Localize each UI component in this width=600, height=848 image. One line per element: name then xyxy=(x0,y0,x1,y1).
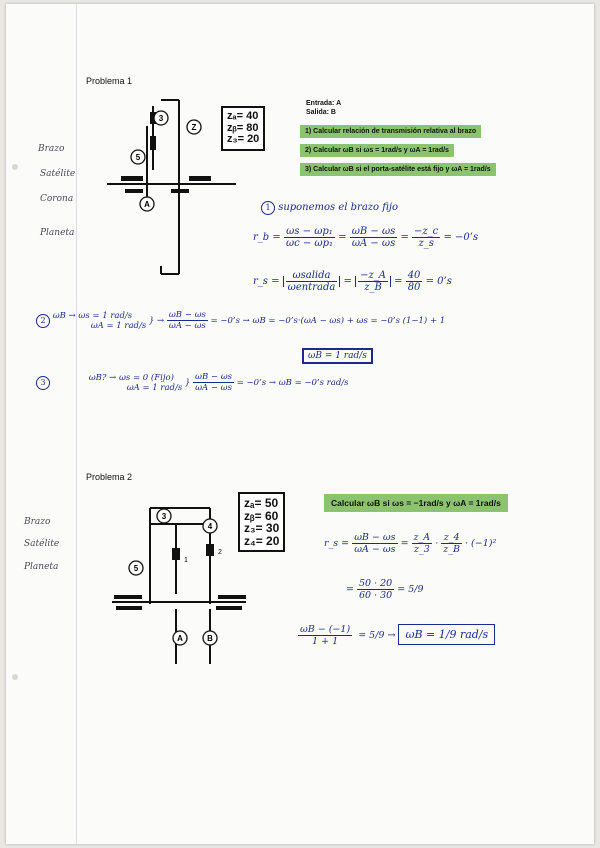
task-1-3: 3) Calcular ωB si el porta-satélite está fijo y ωA = 1rad/s xyxy=(300,163,496,176)
label-shaft-a: A xyxy=(144,200,150,209)
p2-frac-4-den: 60 · 30 xyxy=(358,590,393,601)
p2-frac-2-den: z_3 xyxy=(413,544,430,555)
rb-frac-2-num: ωB − ωs xyxy=(351,226,396,237)
task-1-1: 1) Calcular relación de transmisión relativa al brazo xyxy=(300,125,481,138)
side-note-satelite: Satélite xyxy=(40,169,76,179)
rs-frac-1-den: ωentrada xyxy=(287,282,336,293)
p2-frac-5 xyxy=(298,624,352,647)
s3-given2: ωA = 1 rad/s xyxy=(126,382,183,393)
teeth-za: zₐ= 40 xyxy=(227,110,259,122)
label-2-p2: 2 xyxy=(218,549,222,556)
label-shaft-b-p2: B xyxy=(207,634,213,643)
rb-frac-1 xyxy=(284,226,335,249)
rs-abs-2 xyxy=(355,270,391,293)
step-number-1: 1 xyxy=(261,201,275,215)
p2-frac-1-num: ωB − ωs xyxy=(354,532,396,543)
s3-frac-num: ωB − ωs xyxy=(195,372,233,382)
p2-frac-1-den: ωA − ωs xyxy=(354,544,396,555)
s2-given-block xyxy=(53,311,147,331)
side-note-planeta-2: Planeta xyxy=(24,562,59,572)
p2-frac-4 xyxy=(357,578,394,601)
label-gear-5-p2: 5 xyxy=(133,564,139,573)
hw-p2-rs-equation: r_s = $\frac{\omega B - \omega s}{\omega A - \omega s}$ = $\frac{z\_A}{z\_3}$ · $\frac{z\_4}{z\_B}$ · (−1)² xyxy=(324,532,497,555)
rs-frac-2-den: z_B xyxy=(364,282,382,293)
task-1-2: 2) Calcular ωB si ωs = 1rad/s y ωA = 1rad/s xyxy=(300,144,454,157)
teeth-za-2: zₐ= 50 xyxy=(244,496,279,510)
p2-frac-3-num: z_4 xyxy=(441,532,462,544)
p2-frac-4-num: 50 · 20 xyxy=(358,578,393,589)
hw-p2-final xyxy=(298,624,495,647)
rs-abs xyxy=(283,270,341,293)
rs-frac-3-num: 40 xyxy=(407,270,421,281)
hw-step2: 2 ωB → ωs = 1 rad/s ωA = 1 rad/s } → $\frac{\omega B - \omega s}{\omega A - \omega s}$ = −0’s → ωB = −0’s·(ωA − ωs) + ωs = −0’s (1−1) + 1 xyxy=(36,310,445,331)
teeth-z3: z₃= 20 xyxy=(227,133,260,146)
margin-line xyxy=(76,4,77,844)
label-1-p2: 1 xyxy=(184,557,188,564)
rs-frac-2-num: −z_A xyxy=(360,270,386,281)
s3-given: ωB? → ωs = 0 (Fijo) xyxy=(88,372,174,383)
side-note-planeta: Planeta xyxy=(40,228,75,238)
p2-result-box: ωB = 1/9 rad/s xyxy=(398,624,495,645)
side-note-corona: Corona xyxy=(40,194,74,204)
teeth-zb: zᵦ= 80 xyxy=(227,121,259,134)
teeth-box-1 xyxy=(221,106,265,151)
side-note-satelite-2: Satélite xyxy=(24,539,60,549)
teeth-zb-2: zᵦ= 60 xyxy=(244,508,279,523)
rb-result: = −0’s xyxy=(443,232,479,243)
hw-step1-text: suponemos el brazo fijo xyxy=(278,202,399,213)
label-shaft-a-p2: A xyxy=(177,634,183,643)
label-gear-z: Z xyxy=(191,123,197,132)
teeth-z4-2: z₄= 20 xyxy=(244,533,280,548)
punch-hole xyxy=(12,164,18,170)
rb-frac-1-num: ωs − ωp₁ xyxy=(284,226,335,238)
hw-s2-result xyxy=(302,351,373,361)
p2-sign: · (−1)² xyxy=(465,538,497,549)
rb-frac-3-den: z_s xyxy=(418,238,434,249)
label-gear-5: 5 xyxy=(135,153,141,162)
rb-frac-3-num: −z_c xyxy=(414,226,439,237)
s3-frac xyxy=(193,372,234,393)
p2-frac-1 xyxy=(352,532,397,555)
input-label: Entrada: A xyxy=(306,100,342,107)
rb-frac-1-den: ωc − ωp₁ xyxy=(285,238,333,249)
s2-frac-num: ωB − ωs xyxy=(168,310,206,320)
s2-given: ωB → ωs = 1 rad/s xyxy=(52,310,133,321)
step-number-3: 3 xyxy=(36,376,50,390)
teeth-box-2 xyxy=(238,492,285,552)
p2-eq2: = 5/9 → xyxy=(358,630,396,641)
s2-frac xyxy=(167,310,208,331)
paper-sheet xyxy=(6,4,594,844)
gear-diagram-2 xyxy=(106,504,256,674)
p2-eq1: = 5/9 xyxy=(397,584,424,595)
s2-mid: = −0’s → xyxy=(210,316,250,326)
hw-rb-equation: r_b = $\frac{\text{ωs − ωp₁}}{\text{ωc − ωp₁}}$ = $\frac{\omega B - \omega s}{\omega A - \omega s}$ = $\frac{-z\_c}{z\_s}$ = −0’s xyxy=(253,226,479,249)
s3-given-block xyxy=(89,373,183,393)
s2-given2: ωA = 1 rad/s xyxy=(90,320,147,331)
hw-p2-numeric: = $\frac{50 \cdot 20}{60 \cdot 30}$ = 5/9 xyxy=(346,578,424,601)
rb-frac-2-den: ωA − ωs xyxy=(351,238,396,249)
label-gear-3-p2: 3 xyxy=(161,512,167,521)
rs-frac-3-den: 80 xyxy=(407,282,421,293)
s2-result-box: ωB = 1 rad/s xyxy=(302,348,373,364)
io-block-1 xyxy=(306,100,341,118)
p2-frac-3 xyxy=(441,532,462,555)
label-gear-4-p2: 4 xyxy=(207,522,213,531)
hw-rs-equation: r_s = $\frac{\text{ωsalida}}{\text{ωentrada}}$ = $\frac{-z\_A}{z\_B}$ = $\frac{40}{80}$ = 0’s xyxy=(253,270,452,293)
problem2-title: Problema 2 xyxy=(86,472,133,482)
s3-frac-den: ωA − ωs xyxy=(195,383,232,393)
s2-eq: ωB = −0’s·(ωA − ωs) + ωs = −0’s (1−1) + 1 xyxy=(252,316,446,326)
side-note-brazo: Brazo xyxy=(38,144,65,154)
task-2: Calcular ωB si ωs = −1rad/s y ωA = 1rad/s xyxy=(324,494,508,512)
problem1-title: Problema 1 xyxy=(86,76,133,86)
s3-result: ωB = −0’s rad/s xyxy=(278,378,349,388)
punch-hole xyxy=(12,674,18,680)
label-gear-3: 3 xyxy=(158,114,164,123)
p2-frac-2-num: z_A xyxy=(413,532,431,543)
hw-step1-heading xyxy=(261,201,398,215)
hw-step3: 3 ωB? → ωs = 0 (Fijo) ωA = 1 rad/s } $\frac{\omega B - \omega s}{\omega A - \omega s}$ = −0’s → ωB = −0’s rad/s xyxy=(36,372,349,393)
s2-frac-den: ωA − ωs xyxy=(168,321,206,331)
p2-rs-lhs: r_s = xyxy=(324,538,350,549)
output-label: Salida: B xyxy=(306,108,336,116)
s3-mid: = −0’s → xyxy=(236,378,276,388)
rs-frac-1-num: ωsalida xyxy=(286,270,338,282)
side-note-brazo-2: Brazo xyxy=(24,517,51,527)
teeth-z3-2: z₃= 30 xyxy=(244,521,280,536)
rb-frac-3 xyxy=(412,226,440,249)
gear-diagram-1 xyxy=(101,96,241,296)
step-number-2: 2 xyxy=(36,314,50,328)
p2-frac-5-den: 1 + 1 xyxy=(312,636,339,647)
rb-frac-2 xyxy=(350,226,398,249)
rb-lhs: r_b = xyxy=(253,232,281,243)
rs-result: = 0’s xyxy=(425,276,452,287)
p2-frac-3-den: z_B xyxy=(443,544,460,555)
p2-frac-5-num: ωB − (−1) xyxy=(300,624,351,635)
rs-lhs: r_s = xyxy=(253,276,280,287)
rs-frac-3 xyxy=(406,270,423,293)
p2-frac-2 xyxy=(412,532,433,555)
